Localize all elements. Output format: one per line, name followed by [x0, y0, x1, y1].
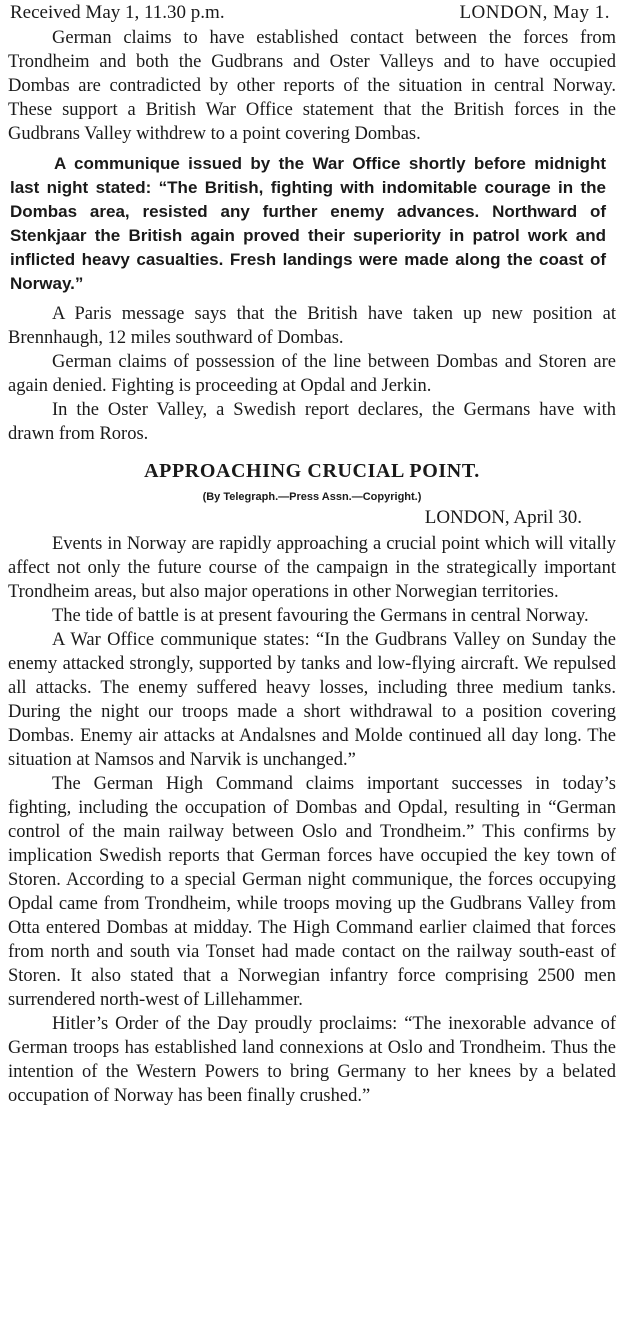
story2-paragraph-4: The German High Command claims important successes in today’s fighting, including the occupation of Dombas and Opdal, resulting in “German control of the main railway between Oslo and Trondheim.” This confirms by implication Swedish reports that German forces have occupied the key town of Storen. According to a special German night communique, the forces occupying Opdal came from Trondheim, while troops moving up the Gudbrans Valley from Otta entered Dombas at midday. The High Command earlier claimed that forces from north and south via Tonset had made contact on the railway south-east of Storen. It also stated that a Norwegian infantry force comprising 2500 men surrendered north-west of Lillehammer.	[8, 774, 616, 1010]
war-office-communique: A communique issued by the War Office shortly before midnight last night stated: “The British, fighting with indomitable courage in the Dombas area, resisted any further enemy advances. Northward of Stenkjaar the British again proved their superiority in patrol work and inflicted heavy casualties. Fresh landings were made along the coast of Norway.”	[10, 154, 606, 293]
byline: (By Telegraph.—Press Assn.—Copyright.)	[202, 491, 422, 503]
headline: APPROACHING CRUCIAL POINT.	[144, 460, 480, 482]
story1-paragraph-2: A Paris message says that the British have taken up new position at Brennhaugh, 12 miles southward of Dombas.	[8, 304, 616, 348]
story2-paragraph-5: Hitler’s Order of the Day proudly proclaims: “The inexorable advance of German troops has established land connexions at Oslo and Trondheim. Thus the intention of the Western Powers to bring Germany to her knees by a belated occupation of Norway has been finally crushed.”	[8, 1014, 616, 1106]
story1-paragraph-4: In the Oster Valley, a Swedish report declares, the Germans have with drawn from Roros.	[8, 400, 616, 444]
received-time: Received May 1, 11.30 p.m.	[10, 2, 225, 23]
story-norway-update	[8, 26, 616, 446]
story2-paragraph-3: A War Office communique states: “In the Gudbrans Valley on Sunday the enemy attacked strongly, supported by tanks and low-flying aircraft. We repulsed all attacks. The enemy suffered heavy losses, including three medium tanks. During the night our troops made a short withdrawal to a position covering Dombas. Enemy air attacks at Andalsnes and Molde continued all day long. The situation at Namsos and Narvik is unchanged.”	[8, 630, 616, 770]
story-approaching-crucial-point	[8, 458, 616, 1108]
story2-paragraph-1: Events in Norway are rapidly approaching a crucial point which will vitally affect not only the future course of the campaign in the strategically important Trondheim areas, but also major operations in other Norwegian territories.	[8, 534, 616, 602]
top-dateline	[10, 2, 610, 24]
story1-paragraph-3: German claims of possession of the line between Dombas and Storen are again denied. Fighting is proceeding at Opdal and Jerkin.	[8, 352, 616, 396]
story1-paragraph-1: German claims to have established contact between the forces from Trondheim and both the Gudbrans and Oster Valleys and to have occupied Dombas are contradicted by other reports of the situation in central Norway. These support a British War Office statement that the British forces in the Gudbrans Valley withdrew to a point covering Dombas.	[8, 28, 616, 144]
top-dateline-place: LONDON, May 1.	[459, 2, 610, 23]
story2-paragraph-2: The tide of battle is at present favouring the Germans in central Norway.	[52, 606, 589, 626]
story2-dateline: LONDON, April 30.	[424, 507, 582, 528]
